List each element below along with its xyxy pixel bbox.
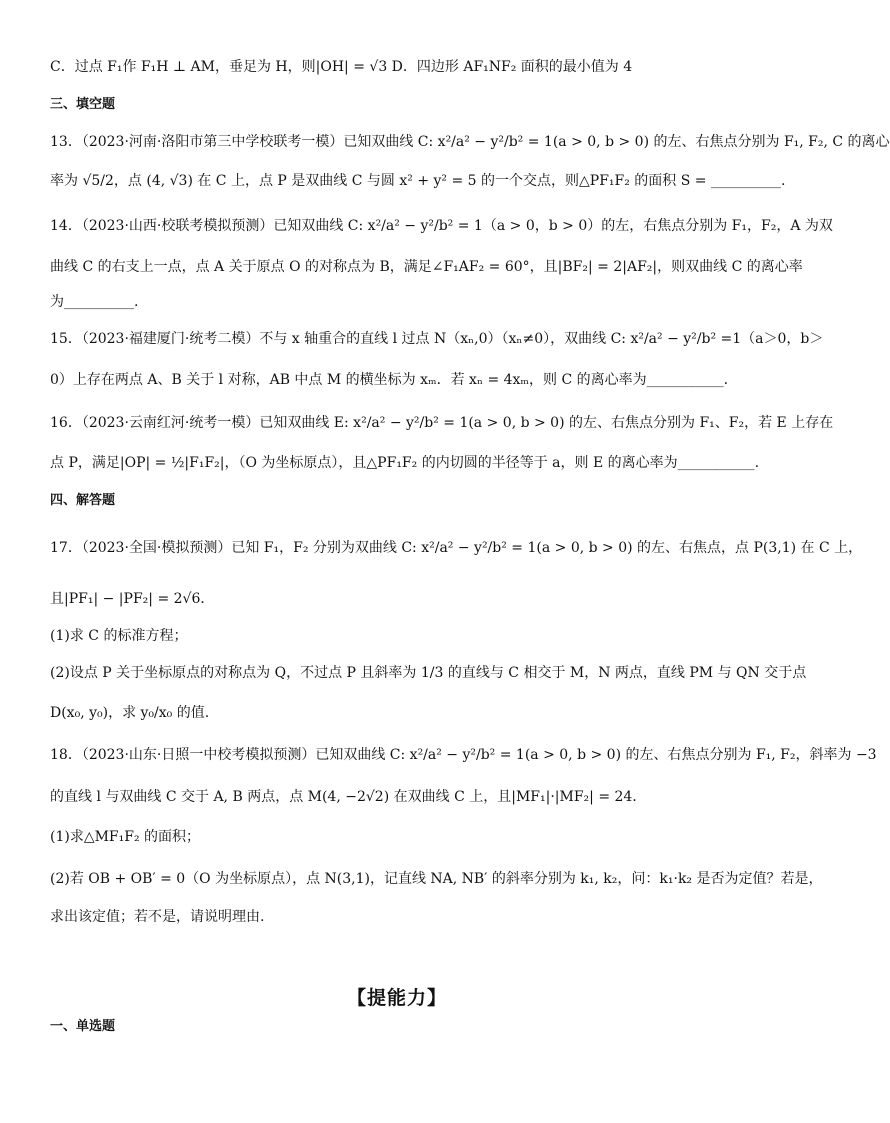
q14-line-3: 为__________. xyxy=(50,294,139,310)
q17-line-1: 17．（2023·全国·模拟预测）已知 F₁，F₂ 分别为双曲线 C: x²/a² − y²/b² = 1(a > 0, b > 0) 的左、右焦点，点 P(3,1) 在 C 上， xyxy=(50,540,863,556)
q18-part-2-line-2: 求出该定值；若不是，请说明理由. xyxy=(50,909,265,925)
section-heading-single-choice: 一、单选题 xyxy=(50,1019,116,1034)
section-title: 【提能力】 xyxy=(346,987,447,1009)
q15-line-1: 15．（2023·福建厦门·统考二模）不与 x 轴重合的直线 l 过点 N（xₙ,0）（xₙ≠0），双曲线 C: x²/a² − y²/b² =1（a＞0，b＞ xyxy=(50,331,824,347)
q13-line-1: 13．（2023·河南·洛阳市第三中学校联考一模）已知双曲线 C: x²/a² − y²/b² = 1(a > 0, b > 0) 的左、右焦点分别为 F₁, F₂, C 的离心 xyxy=(50,134,890,150)
q18-line-1: 18．（2023·山东·日照一中校考模拟预测）已知双曲线 C: x²/a² − y²/b² = 1(a > 0, b > 0) 的左、右焦点分别为 F₁, F₂，斜率为 −3 xyxy=(50,747,877,763)
q17-part-2-line-2: D(x₀, y₀)，求 y₀/x₀ 的值. xyxy=(50,705,210,721)
q18-part-2-line-1: (2)若 OB + OB′ = 0（O 为坐标原点），点 N(3,1)，记直线 NA, NB′ 的斜率分别为 k₁, k₂，问：k₁·k₂ 是否为定值？若是， xyxy=(50,871,823,887)
q16-line-1: 16．（2023·云南红河·统考一模）已知双曲线 E: x²/a² − y²/b² = 1(a > 0, b > 0) 的左、右焦点分别为 F₁、F₂，若 E 上存在 xyxy=(50,415,834,431)
q18-part-1: (1)求△MF₁F₂ 的面积； xyxy=(50,829,201,845)
q17-part-2-line-1: (2)设点 P 关于坐标原点的对称点为 Q，不过点 P 且斜率为 1/3 的直线与 C 相交于 M，N 两点，直线 PM 与 QN 交于点 xyxy=(50,665,807,681)
q13-line-2: 率为 √5/2，点 (4, √3) 在 C 上，点 P 是双曲线 C 与圆 x² + y² = 5 的一个交点，则△PF₁F₂ 的面积 S = __________. xyxy=(50,173,786,189)
q14-line-2: 曲线 C 的右支上一点，点 A 关于原点 O 的对称点为 B，满足∠F₁AF₂ = 60°，且|BF₂| = 2|AF₂|，则双曲线 C 的离心率 xyxy=(50,259,803,275)
q15-line-2: 0）上存在两点 A、B 关于 l 对称，AB 中点 M 的横坐标为 xₘ．若 xₙ = 4xₘ，则 C 的离心率为___________. xyxy=(50,372,729,388)
q16-line-2: 点 P，满足|OP| = ½|F₁F₂|，（O 为坐标原点），且△PF₁F₂ 的内切圆的半径等于 a，则 E 的离心率为___________. xyxy=(50,455,760,471)
q14-line-1: 14．（2023·山西·校联考模拟预测）已知双曲线 C: x²/a² − y²/b² = 1（a > 0，b > 0）的左，右焦点分别为 F₁，F₂，A 为双 xyxy=(50,218,833,234)
option-c-d-line: C．过点 F₁作 F₁H ⊥ AM，垂足为 H，则|OH| = √3 D．四边形 AF₁NF₂ 面积的最小值为 4 xyxy=(50,59,633,75)
section-heading-answers: 四、解答题 xyxy=(50,493,116,508)
q17-part-1: (1)求 C 的标准方程； xyxy=(50,628,188,644)
q17-line-2: 且|PF₁| − |PF₂| = 2√6． xyxy=(50,591,215,607)
q18-line-2: 的直线 l 与双曲线 C 交于 A, B 两点，点 M(4, −2√2) 在双曲线 C 上，且|MF₁|·|MF₂| = 24． xyxy=(50,789,647,805)
section-heading-fill-blank: 三、填空题 xyxy=(50,97,116,112)
